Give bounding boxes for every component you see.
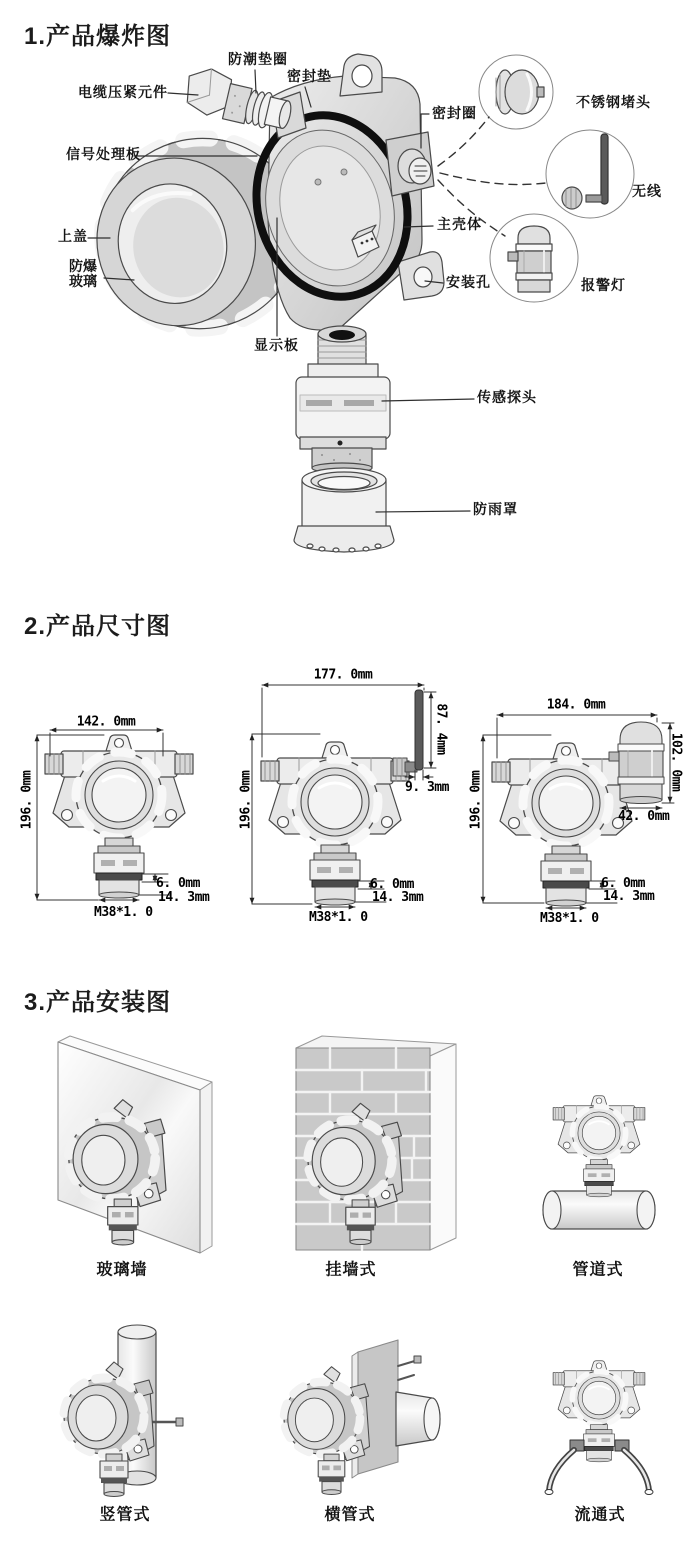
dimension-section-title: 2.产品尺寸图 — [24, 613, 172, 640]
dim-width-standard: 142. 0mm — [76, 714, 136, 730]
install-horizontal-pipe-figure — [284, 1340, 440, 1494]
install-label-vertical-pipe: 竖管式 — [99, 1506, 151, 1524]
dimension-drawing-wireless — [252, 685, 436, 907]
dim-width-alarm: 184. 0mm — [546, 697, 606, 713]
dim-thread-alarm: M38*1. 0 — [540, 911, 599, 926]
sealing-ring-figure — [386, 132, 434, 196]
dimension-drawing-standard — [37, 730, 193, 900]
antenna-figure — [393, 690, 423, 776]
install-glass-wall-figure — [58, 1036, 212, 1253]
label-explosionproof-glass: 防爆玻璃 — [69, 260, 97, 291]
label-stainless-plug: 不锈钢堵头 — [576, 96, 651, 111]
wireless-circle — [546, 130, 634, 218]
dim-base-standard: 14. 3mm — [158, 890, 210, 905]
exploded-section-title: 1.产品爆炸图 — [24, 23, 172, 50]
install-pipe-figure — [543, 1096, 655, 1229]
dim-width-wireless: 177. 0mm — [313, 667, 373, 683]
dim-base-wireless: 14. 3mm — [372, 890, 424, 905]
install-label-wall-mount: 挂墙式 — [325, 1261, 377, 1279]
install-section-title: 3.产品安装图 — [24, 989, 172, 1016]
install-flow-figure — [545, 1361, 653, 1495]
label-top-cover: 上盖 — [58, 230, 88, 245]
install-label-glass-wall: 玻璃墙 — [96, 1261, 148, 1279]
label-sealing-ring: 密封圈 — [432, 107, 477, 122]
dim-thread-wireless: M38*1. 0 — [309, 910, 368, 925]
label-alarm-light: 报警灯 — [581, 279, 626, 294]
dim-base-alarm: 14. 3mm — [603, 889, 655, 904]
dim-antenna-height-wireless: 87. 4mm — [433, 703, 449, 755]
install-label-pipe-mount: 管道式 — [572, 1261, 624, 1279]
label-display-board: 显示板 — [254, 339, 299, 354]
label-mounting-hole: 安装孔 — [446, 276, 491, 291]
alarm-light-circle — [490, 214, 578, 302]
dim-band-alarm: 6. 0mm — [601, 876, 645, 891]
dim-alarm-width-alarm: 42. 0mm — [618, 809, 670, 824]
dim-thread-standard: M38*1. 0 — [94, 905, 153, 920]
cable-gland-figure — [182, 64, 297, 133]
label-wireless: 无线 — [632, 185, 662, 200]
label-moisture-gasket: 防潮垫圈 — [228, 53, 288, 68]
dim-height-wireless: 196. 0mm — [238, 770, 254, 830]
install-vertical-pipe-figure — [64, 1325, 183, 1497]
dim-antenna-width-wireless: 9. 3mm — [405, 780, 449, 795]
install-brick-wall-figure — [296, 1036, 456, 1250]
rain-cover-figure — [294, 468, 394, 552]
label-sensor-probe: 传感探头 — [477, 391, 537, 406]
sensor-probe-figure — [296, 326, 390, 473]
install-label-flow-through: 流通式 — [574, 1506, 626, 1524]
stainless-plug-circle — [479, 55, 553, 129]
dim-band-wireless: 6. 0mm — [370, 877, 414, 892]
label-sealing-pad: 密封垫 — [287, 70, 332, 85]
dim-band-standard: 6. 0mm — [156, 876, 200, 891]
install-label-horizontal-pipe: 横管式 — [324, 1506, 376, 1524]
label-cable-gland: 电缆压紧元件 — [78, 86, 168, 101]
exploded-diagram — [79, 54, 634, 552]
label-rain-cover: 防雨罩 — [473, 503, 518, 518]
dim-alarm-height-alarm: 102. 0mm — [668, 732, 684, 792]
label-signal-board: 信号处理板 — [66, 148, 141, 163]
dim-height-standard: 196. 0mm — [19, 770, 35, 830]
dim-height-alarm: 196. 0mm — [468, 770, 484, 830]
label-main-housing: 主壳体 — [437, 218, 482, 233]
